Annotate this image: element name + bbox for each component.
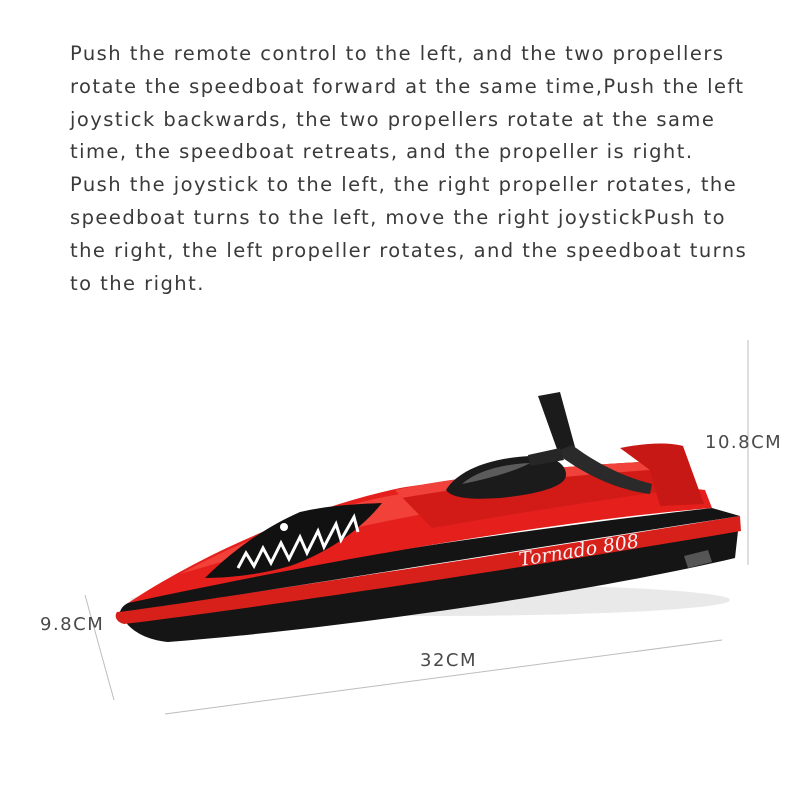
boat-mast [538, 392, 575, 452]
length-dimension-label: 32CM [420, 650, 478, 671]
shark-eye-decal [280, 523, 288, 531]
description-line: Push the joystick to the left, the right propeller rotates, the [70, 173, 738, 197]
width-guide-line [85, 595, 114, 700]
speedboat-image [116, 392, 741, 642]
description-line: Push the remote control to the left, and the two propellers [70, 42, 725, 65]
description-line: joystick backwards, the two propellers rotate at the same [70, 107, 716, 131]
boat-model-text: Tornado 808 [517, 530, 641, 571]
description-line: speedboat turns to the left, move the right joystickPush to [70, 205, 726, 229]
description-line: rotate the speedboat forward at the same time,Push the left [70, 74, 745, 98]
description-line: to the right. [70, 271, 205, 295]
width-dimension-label: 9.8CM [40, 614, 105, 635]
description-line: the right, the left propeller rotates, and the speedboat turns [70, 238, 748, 262]
height-dimension-label: 10.8CM [705, 432, 783, 453]
description-line: time, the speedboat retreats, and the propeller is right. [70, 140, 694, 164]
